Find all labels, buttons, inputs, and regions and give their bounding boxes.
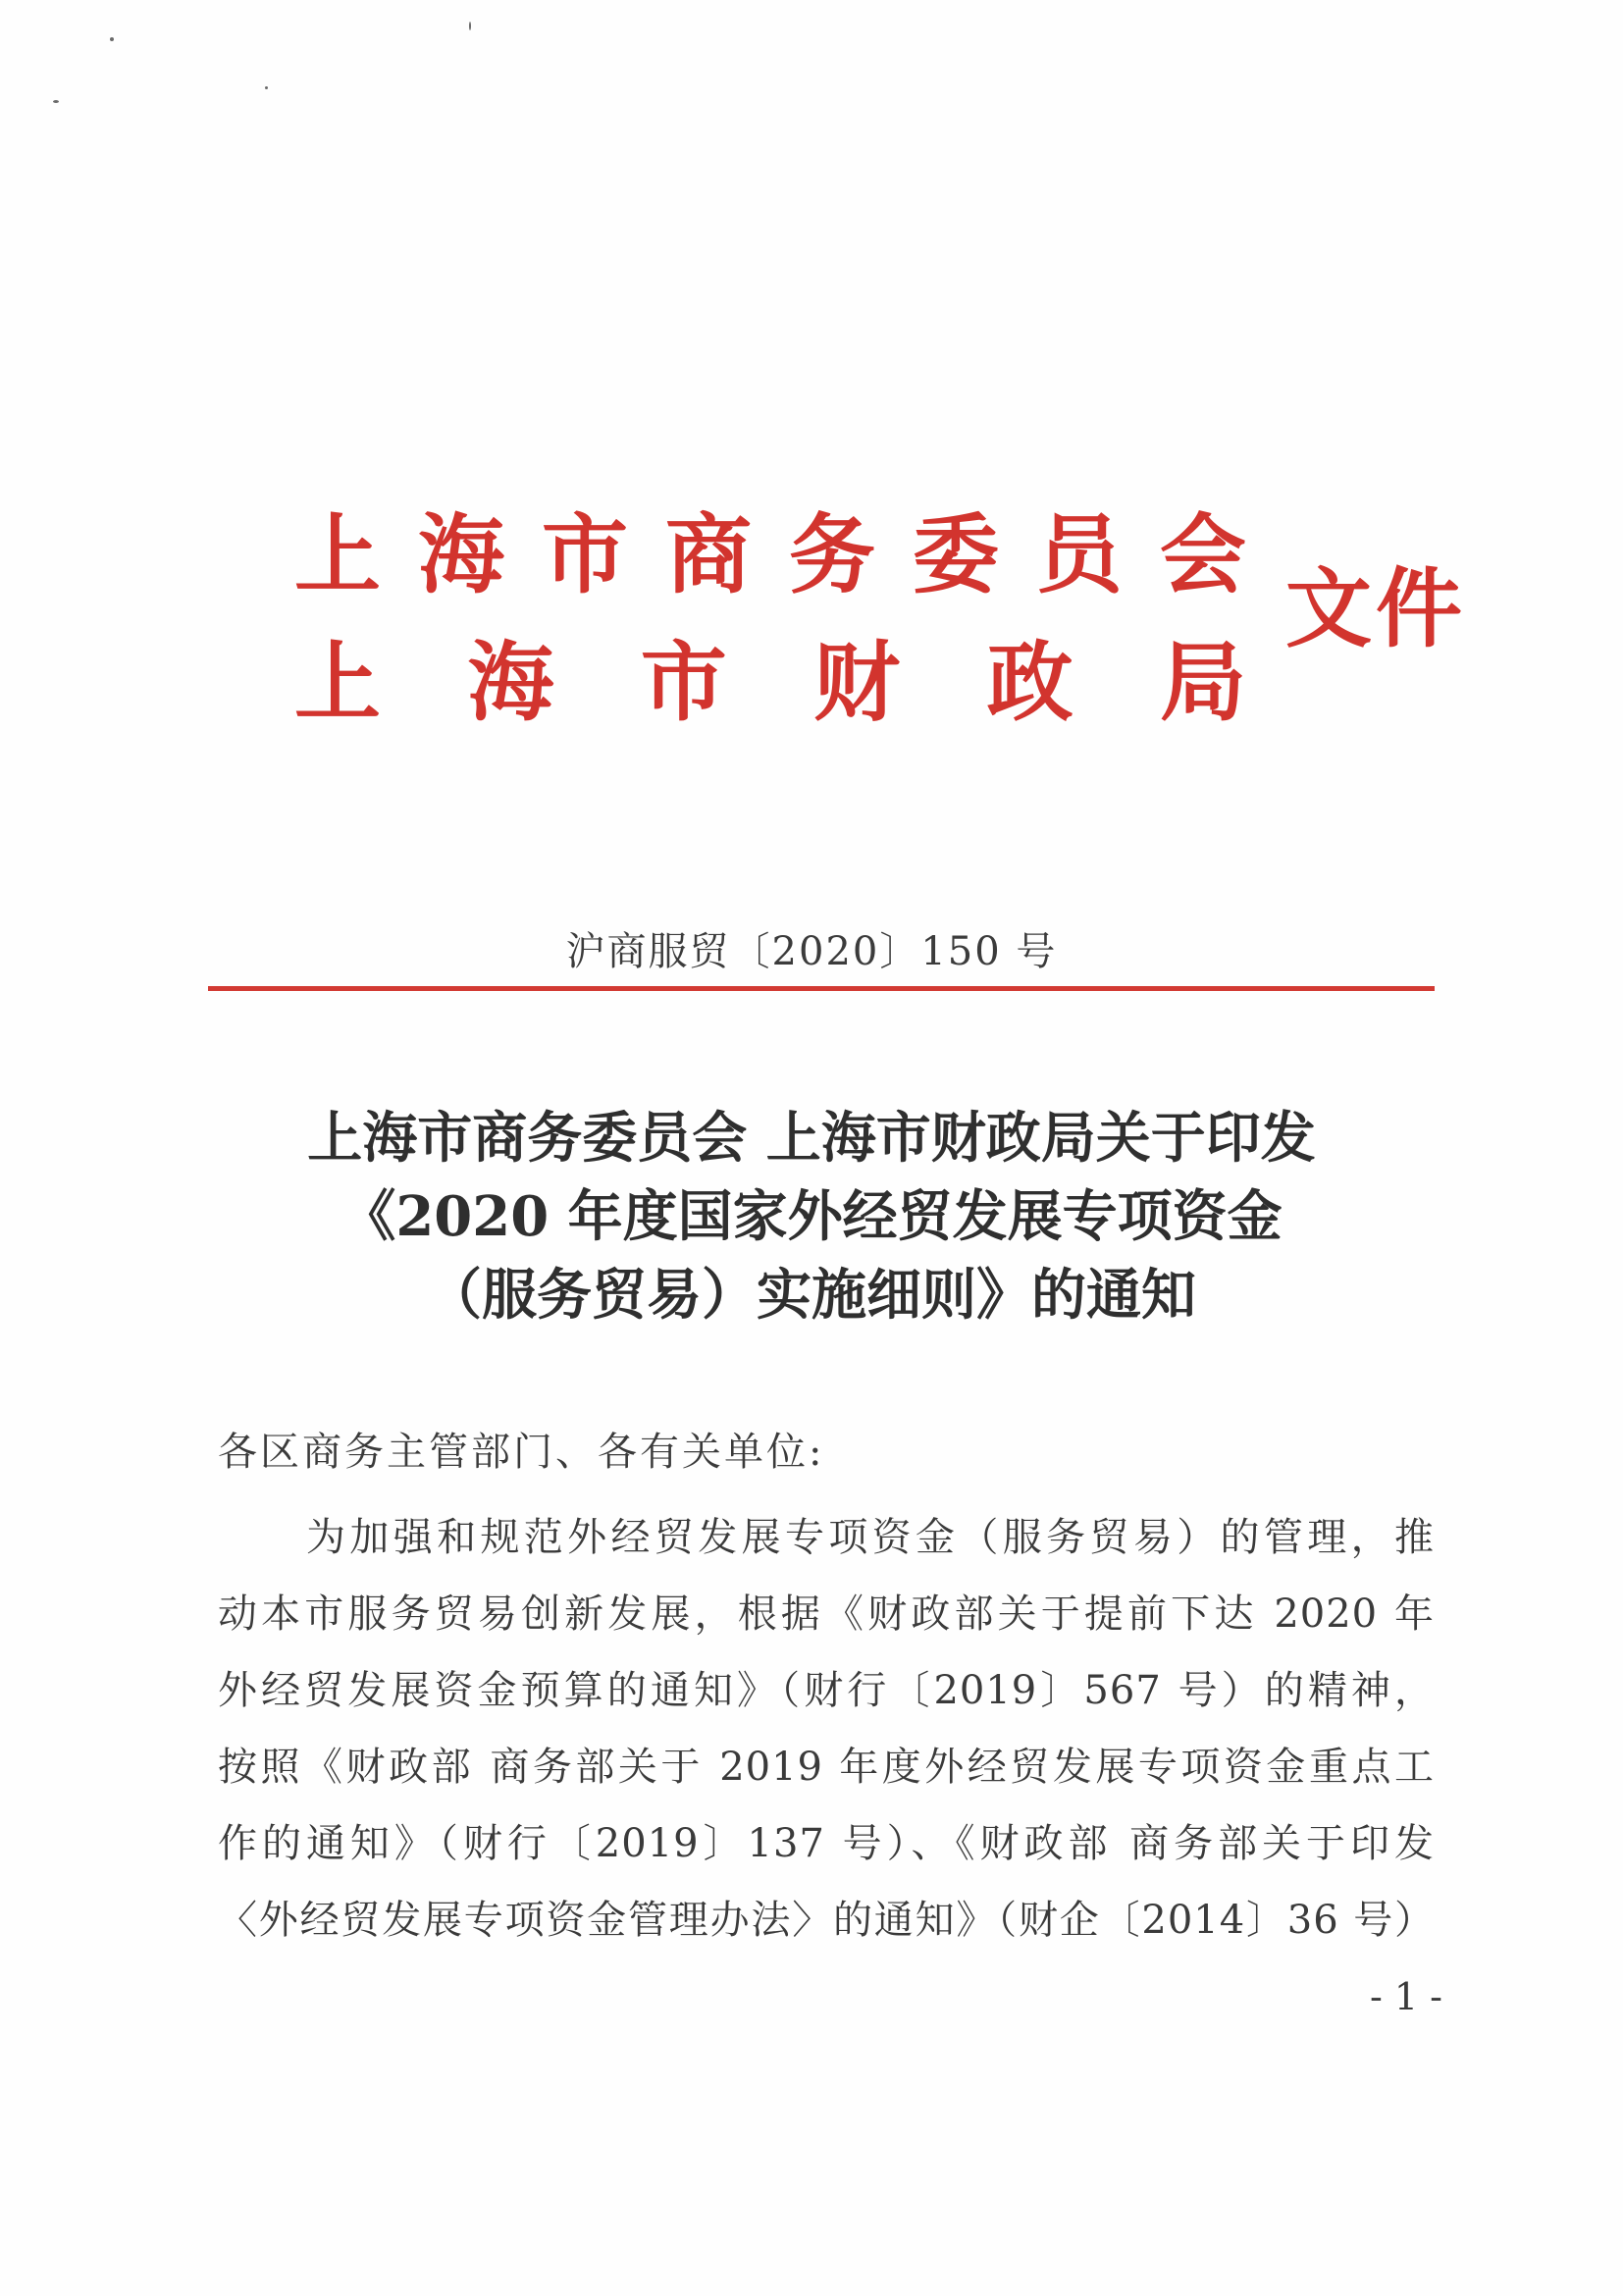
body-line: 动本市服务贸易创新发展，根据《财政部关于提前下达 2020 年	[218, 1592, 1435, 1637]
header-char: 委	[912, 503, 999, 605]
scan-speck	[110, 37, 114, 41]
header-char: 市	[640, 631, 727, 733]
header-char: 务	[788, 503, 875, 605]
title-line-3: （服务贸易）实施细则》的通知	[427, 1263, 1196, 1328]
body-line: 外经贸发展资金预算的通知》（财行〔2019〕567 号）的精神，	[218, 1668, 1435, 1713]
title-line-1: 上海市商务委员会 上海市财政局关于印发	[307, 1106, 1316, 1171]
header-char: 上	[294, 503, 382, 605]
salutation: 各区商务主管部门、各有关单位:	[218, 1430, 825, 1475]
header-char: 上	[294, 631, 382, 733]
scan-speck	[265, 86, 268, 89]
scan-speck	[53, 100, 59, 103]
header-char: 市	[541, 503, 628, 605]
header-suffix: 文件	[1285, 557, 1467, 659]
scan-speck	[469, 22, 471, 30]
header-char: 商	[664, 503, 752, 605]
header-char: 员	[1035, 503, 1123, 605]
body-paragraph	[218, 1499, 1435, 1958]
document-number: 沪商服贸〔2020〕150 号	[565, 929, 1058, 974]
header-char: 海	[417, 503, 504, 605]
body-line: 为加强和规范外经贸发展专项资金（服务贸易）的管理，推	[306, 1515, 1435, 1560]
body-line: 作的通知》（财行〔2019〕137 号）、《财政部 商务部关于印发	[218, 1821, 1435, 1866]
header-char: 局	[1159, 631, 1246, 733]
red-divider-rule	[208, 986, 1435, 991]
issuing-agency-finance	[294, 623, 1246, 741]
header-char: 财	[813, 631, 901, 733]
header-char: 政	[986, 631, 1073, 733]
body-line: 按照《财政部 商务部关于 2019 年度外经贸发展专项资金重点工	[218, 1745, 1435, 1790]
header-char: 海	[467, 631, 554, 733]
issuing-agency-commerce	[294, 496, 1246, 613]
body-line: 〈外经贸发展专项资金管理办法〉的通知》（财企〔2014〕36 号）	[218, 1898, 1435, 1943]
document-title	[0, 1099, 1623, 1334]
header-char: 会	[1159, 503, 1246, 605]
title-line-2: 《2020 年度国家外经贸发展专项资金	[340, 1184, 1283, 1249]
page-number: - 1 -	[1369, 1975, 1442, 2018]
